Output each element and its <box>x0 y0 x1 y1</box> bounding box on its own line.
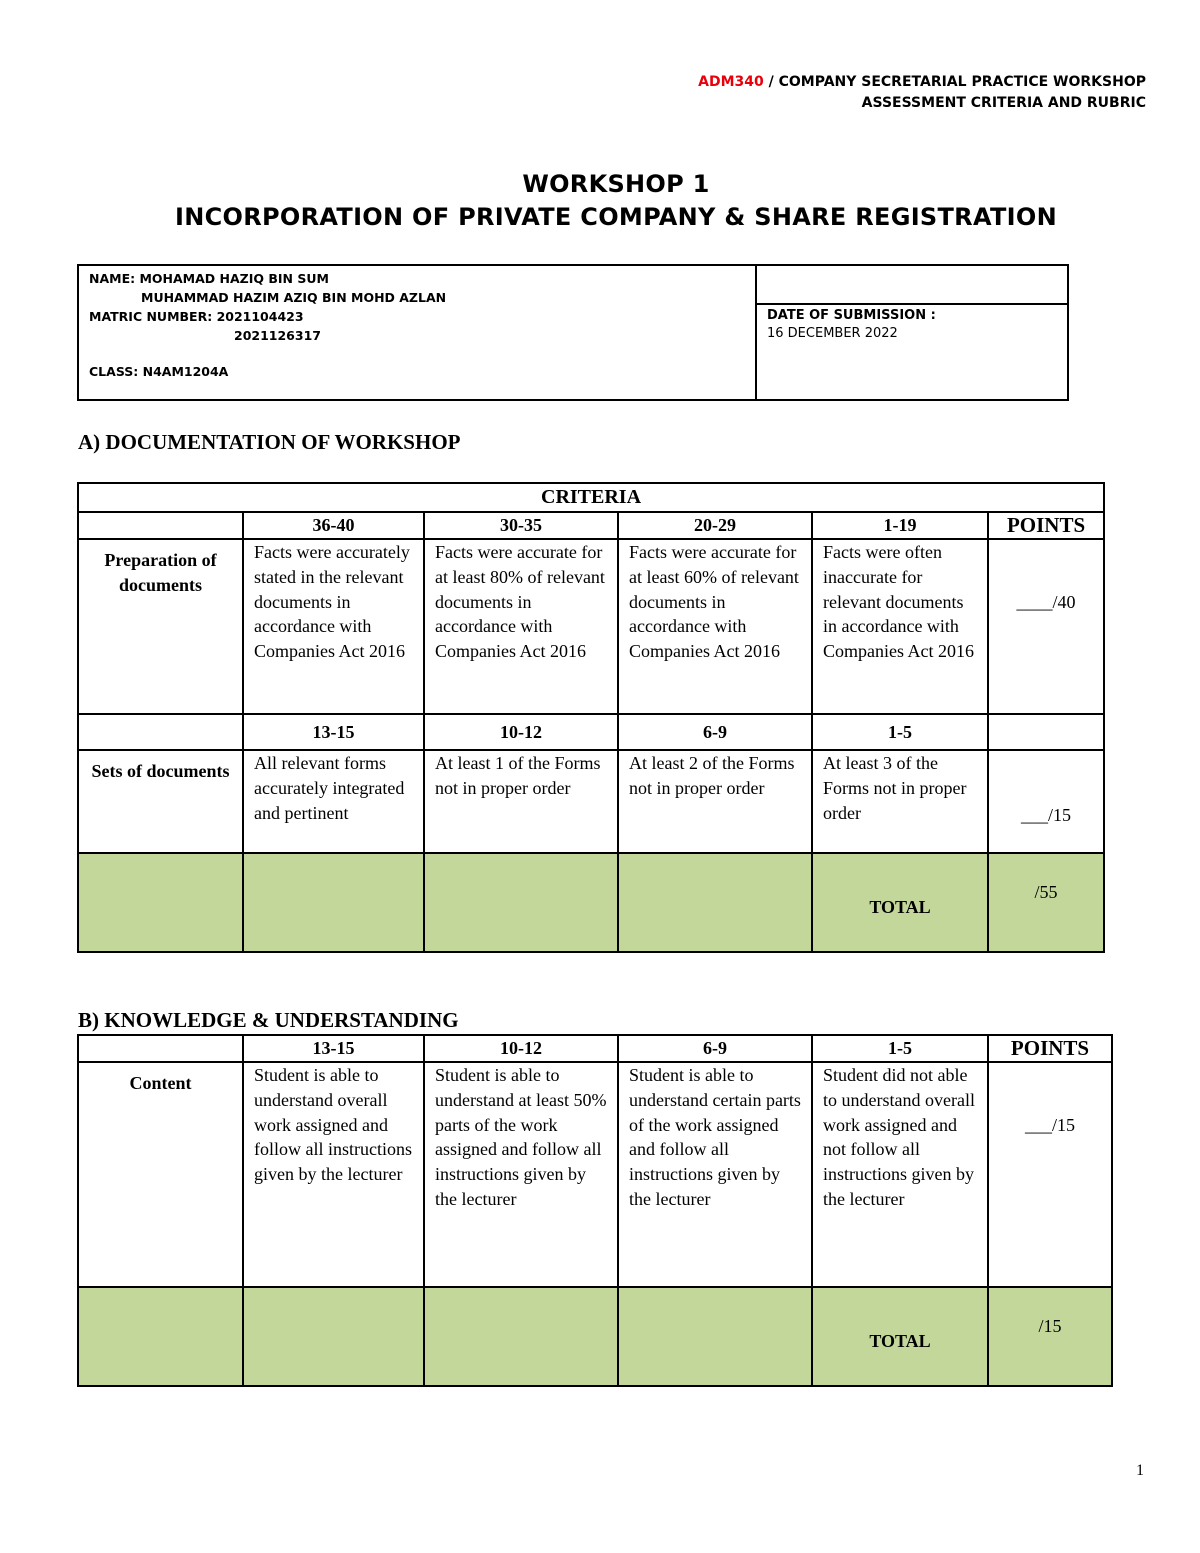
score-field[interactable]: ___/15 <box>988 750 1104 853</box>
total-row-cell <box>78 853 243 952</box>
range-header: 30-35 <box>424 512 618 539</box>
points-header: POINTS <box>988 1035 1112 1062</box>
matric-number-2: 2021126317 <box>234 328 321 343</box>
empty-header-cell <box>78 512 243 539</box>
date-label: DATE OF SUBMISSION : <box>767 308 936 323</box>
student-name-2: MUHAMMAD HAZIM AZIQ BIN MOHD AZLAN <box>141 290 447 305</box>
class-code: CLASS: N4AM1204A <box>89 364 229 379</box>
workshop-subtitle: INCORPORATION OF PRIVATE COMPANY & SHARE REGISTRATION <box>175 203 1057 231</box>
criteria-header: CRITERIA <box>78 483 1104 512</box>
empty-header-cell <box>78 1035 243 1062</box>
rubric-cell: Facts were accurate for at least 60% of relevant documents in accordance with Companies Act 2016 <box>618 539 812 714</box>
range-header: 13-15 <box>243 714 424 750</box>
student-info-box <box>77 264 1069 401</box>
documentation-rubric-table <box>77 482 1105 953</box>
range-header: 10-12 <box>424 1035 618 1062</box>
total-row-cell <box>618 1287 812 1386</box>
matric-number-1: MATRIC NUMBER: 2021104423 <box>89 309 304 324</box>
knowledge-rubric-table <box>77 1034 1113 1387</box>
rubric-cell: Facts were often inaccurate for relevant documents in accordance with Companies Act 2016 <box>812 539 988 714</box>
student-name-1: NAME: MOHAMAD HAZIQ BIN SUM <box>89 271 329 286</box>
empty-cell <box>78 714 243 750</box>
total-row-cell <box>424 853 618 952</box>
total-row-cell <box>424 1287 618 1386</box>
range-header: 20-29 <box>618 512 812 539</box>
section-a-heading: A) DOCUMENTATION OF WORKSHOP <box>78 430 461 454</box>
empty-cell <box>988 714 1104 750</box>
rubric-cell: Student is able to understand at least 50% parts of the work assigned and follow all instructions given by the lecturer <box>424 1062 618 1287</box>
rubric-subtitle: ASSESSMENT CRITERIA AND RUBRIC <box>861 95 1146 111</box>
course-code: ADM340 <box>698 74 764 90</box>
range-header: 1-5 <box>812 1035 988 1062</box>
submission-date-cell <box>756 304 1068 400</box>
date-value: 16 DECEMBER 2022 <box>767 326 898 341</box>
blank-cell <box>756 265 1068 304</box>
course-line <box>698 72 1146 93</box>
student-details <box>78 265 756 400</box>
total-value: /55 <box>988 853 1104 952</box>
rubric-cell: Facts were accurate for at least 80% of relevant documents in accordance with Companies Act 2016 <box>424 539 618 714</box>
section-b-heading: B) KNOWLEDGE & UNDERSTANDING <box>78 1008 459 1032</box>
rubric-cell: Facts were accurately stated in the relevant documents in accordance with Companies Act 2016 <box>243 539 424 714</box>
range-header: 1-19 <box>812 512 988 539</box>
workshop-title: WORKSHOP 1 <box>522 170 710 198</box>
rubric-cell: Student did not able to understand overall work assigned and not follow all instructions given by the lecturer <box>812 1062 988 1287</box>
total-label: TOTAL <box>812 853 988 952</box>
rubric-cell: At least 2 of the Forms not in proper order <box>618 750 812 853</box>
total-row-cell <box>243 1287 424 1386</box>
range-header: 6-9 <box>618 1035 812 1062</box>
total-value: /15 <box>988 1287 1112 1386</box>
criterion-label: Sets of documents <box>78 750 243 853</box>
document-header <box>698 72 1146 114</box>
score-field[interactable]: ____/40 <box>988 539 1104 714</box>
range-header: 1-5 <box>812 714 988 750</box>
rubric-cell: At least 1 of the Forms not in proper order <box>424 750 618 853</box>
score-field[interactable]: ___/15 <box>988 1062 1112 1287</box>
range-header: 6-9 <box>618 714 812 750</box>
criterion-label: Content <box>78 1062 243 1287</box>
range-header: 13-15 <box>243 1035 424 1062</box>
points-header: POINTS <box>988 512 1104 539</box>
rubric-cell: All relevant forms accurately integrated and pertinent <box>243 750 424 853</box>
course-title: / COMPANY SECRETARIAL PRACTICE WORKSHOP <box>763 74 1146 90</box>
range-header: 36-40 <box>243 512 424 539</box>
criterion-label: Preparation of documents <box>78 539 243 714</box>
total-row-cell <box>78 1287 243 1386</box>
rubric-cell: At least 3 of the Forms not in proper order <box>812 750 988 853</box>
total-row-cell <box>243 853 424 952</box>
total-row-cell <box>618 853 812 952</box>
range-header: 10-12 <box>424 714 618 750</box>
rubric-cell: Student is able to understand overall work assigned and follow all instructions given by the lecturer <box>243 1062 424 1287</box>
page-number: 1 <box>1136 1462 1144 1479</box>
rubric-cell: Student is able to understand certain parts of the work assigned and follow all instructions given by the lecturer <box>618 1062 812 1287</box>
total-label: TOTAL <box>812 1287 988 1386</box>
